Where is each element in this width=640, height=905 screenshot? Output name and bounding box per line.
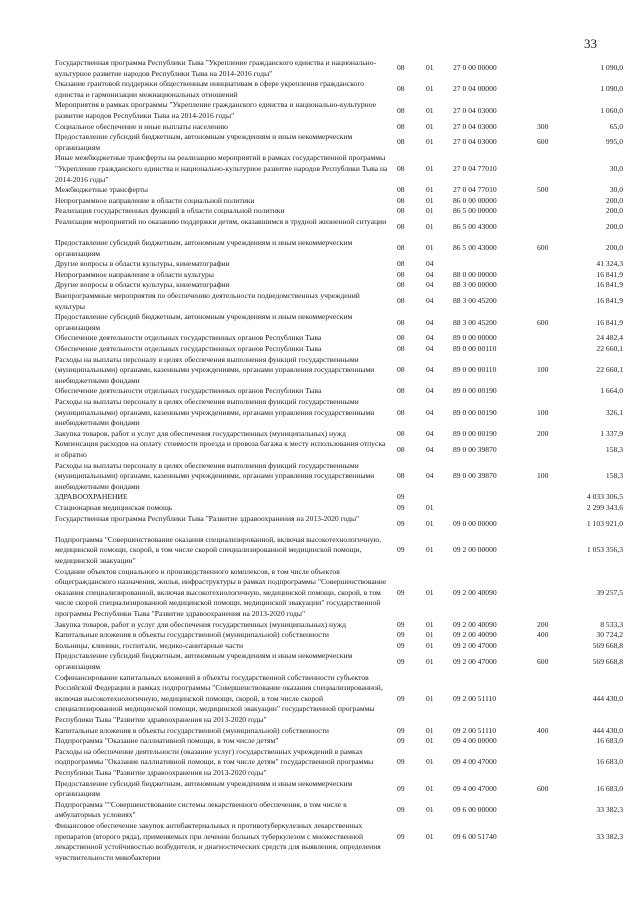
row-amount: 24 482,4 xyxy=(596,333,623,343)
row-expense-type: 100 xyxy=(537,407,549,417)
row-amount: 22 660,1 xyxy=(596,344,623,354)
row-amount: 16 841,9 xyxy=(596,296,623,306)
row-section: 09 xyxy=(397,619,405,629)
row-subsection: 01 xyxy=(426,84,434,94)
row-target-article: 89 0 00 00110 xyxy=(453,365,497,375)
row-section: 09 xyxy=(397,831,405,841)
row-name: Обеспечение деятельности отдельных государственных органов Республики Тыва xyxy=(55,386,322,396)
row-target-article: 09 2 00 51110 xyxy=(453,725,497,735)
row-amount: 569 668,8 xyxy=(592,640,623,650)
row-name: Государственная программа Республики Тыва "Развитие здравоохранения на 2013-2020 годы" xyxy=(55,513,360,523)
table-row xyxy=(55,291,623,312)
row-subsection: 01 xyxy=(426,630,434,640)
row-subsection: 01 xyxy=(426,545,434,555)
table-row xyxy=(55,270,623,281)
row-amount: 1 060,0 xyxy=(600,105,623,115)
row-target-article: 89 0 00 00190 xyxy=(453,407,497,417)
row-name: Предоставление субсидий бюджетным, автономным учреждениям и иным некоммерческим организациям xyxy=(55,132,353,152)
table-row xyxy=(55,344,623,355)
row-target-article: 27 0 04 00000 xyxy=(453,84,497,94)
table-row xyxy=(55,651,623,672)
row-name: Внепрограммные мероприятия по обеспечению деятельности подведомственных учреждений культуры xyxy=(55,291,360,311)
row-name: Другие вопросы в области культуры, кинематографии xyxy=(55,280,230,290)
row-section: 09 xyxy=(397,640,405,650)
row-subsection: 04 xyxy=(426,317,434,327)
row-expense-type: 200 xyxy=(537,619,549,629)
row-subsection: 04 xyxy=(426,296,434,306)
table-row xyxy=(55,217,623,238)
row-subsection: 01 xyxy=(426,831,434,841)
row-subsection: 04 xyxy=(426,407,434,417)
row-target-article: 09 2 00 40090 xyxy=(453,587,497,597)
row-section: 08 xyxy=(397,344,405,354)
row-amount: 200,0 xyxy=(605,206,623,216)
row-name: Непрограммное направление в области культуры xyxy=(55,269,214,279)
row-amount: 200,0 xyxy=(605,222,623,232)
row-expense-type: 600 xyxy=(537,656,549,666)
row-subsection: 01 xyxy=(426,783,434,793)
row-name: Государственная программа Республики Тыва "Укрепление гражданского единства и национально-культурное развитие народов Республики Тыва на 2014-2016 годы" xyxy=(55,58,377,78)
table-row xyxy=(55,206,623,217)
row-amount: 569 668,8 xyxy=(592,656,623,666)
row-name: Компенсация расходов на оплату стоимости проезда и провоза багажа к месту использования отпуска и обратно xyxy=(55,439,386,460)
row-target-article: 89 0 00 00110 xyxy=(453,344,497,354)
row-name: Софинансирование капитальных вложений в объекты государственной собственности субъектов Российской Федерации в рамках подпрограммы "Совершенствование оказания специализированной, включая высокотехнологичную, медицинской помощи, скорой, в том числе скорой специализированной медицинской помощи, медицинской эвакуации" государственной программы Республики Тыва "Развитие здравоохранения на 2013-2020 годы" xyxy=(55,672,383,724)
table-row xyxy=(55,312,623,333)
table-row xyxy=(55,79,623,100)
row-section: 08 xyxy=(397,365,405,375)
row-name: Подпрограмма "Оказание паллиативной помощи, в том числе детям" xyxy=(55,736,279,746)
row-section: 08 xyxy=(397,206,405,216)
row-target-article: 27 0 04 77010 xyxy=(453,185,497,195)
row-target-article: 86 5 00 43000 xyxy=(453,222,497,232)
row-section: 09 xyxy=(397,725,405,735)
row-target-article: 09 0 00 00000 xyxy=(453,518,497,528)
row-amount: 995,0 xyxy=(605,137,623,147)
row-section: 09 xyxy=(397,503,405,512)
row-section: 09 xyxy=(397,693,405,703)
row-subsection: 01 xyxy=(426,137,434,147)
row-name: Расходы на обеспечение деятельности (оказание услуг) государственных учреждений в рамках подпрограммы "Оказание паллиативной помощи, в том числе детям" государственной программы Республики Тыва "Развитие здравоохранения на 2013-2020 годы" xyxy=(55,746,374,777)
table-row xyxy=(55,238,623,259)
row-expense-type: 600 xyxy=(537,243,549,253)
row-amount: 30,0 xyxy=(609,185,623,195)
row-subsection: 04 xyxy=(426,444,434,454)
row-amount: 30,0 xyxy=(609,163,623,173)
row-amount: 30 724,2 xyxy=(596,630,623,640)
row-section: 08 xyxy=(397,386,405,396)
row-target-article: 89 0 00 00190 xyxy=(453,428,497,438)
row-expense-type: 600 xyxy=(537,137,549,147)
row-section: 08 xyxy=(397,195,405,205)
row-target-article: 09 2 00 40090 xyxy=(453,630,497,640)
row-section: 09 xyxy=(397,805,405,815)
row-amount: 1 090,0 xyxy=(600,84,623,94)
table-row xyxy=(55,153,623,185)
row-section: 09 xyxy=(397,545,405,555)
row-target-article: 09 2 00 47000 xyxy=(453,656,497,666)
row-name: Капитальные вложения в объекты государственной (муниципальной) собственности xyxy=(55,630,329,640)
row-section: 08 xyxy=(397,317,405,327)
row-subsection: 04 xyxy=(426,344,434,354)
row-name: Обеспечение деятельности отдельных государственных органов Республики Тыва xyxy=(55,333,322,343)
row-amount: 200,0 xyxy=(605,243,623,253)
row-section: 09 xyxy=(397,783,405,793)
row-amount: 1 103 921,0 xyxy=(586,518,623,528)
row-target-article: 27 0 04 03000 xyxy=(453,137,497,147)
row-subsection: 01 xyxy=(426,725,434,735)
table-row xyxy=(55,779,623,800)
row-target-article: 09 4 00 47000 xyxy=(453,783,497,793)
row-expense-type: 100 xyxy=(537,365,549,375)
row-target-article: 09 6 00 51740 xyxy=(453,831,497,841)
row-name: Социальное обеспечение и иные выплаты населению xyxy=(55,121,228,131)
row-name: Стационарная медицинская помощь xyxy=(55,503,173,512)
row-subsection: 01 xyxy=(426,195,434,205)
row-amount: 158,3 xyxy=(605,444,623,454)
row-subsection: 04 xyxy=(426,471,434,481)
row-amount: 8 533,3 xyxy=(600,619,623,629)
row-subsection: 01 xyxy=(426,757,434,767)
row-target-article: 86 5 00 43000 xyxy=(453,243,497,253)
row-name: Расходы на выплаты персоналу в целях обеспечения выполнения функций государственными (муниципальными) органами, казенными учреждениями, органами управления государственными внебюджетными фондами xyxy=(55,460,375,491)
table-row xyxy=(55,820,623,862)
row-section: 08 xyxy=(397,428,405,438)
row-target-article: 27 0 04 77010 xyxy=(453,163,497,173)
row-subsection: 01 xyxy=(426,587,434,597)
row-section: 08 xyxy=(397,269,405,279)
row-section: 08 xyxy=(397,444,405,454)
table-row xyxy=(55,58,623,79)
row-section: 08 xyxy=(397,333,405,343)
row-subsection: 01 xyxy=(426,63,434,73)
table-row xyxy=(55,100,623,121)
row-subsection: 01 xyxy=(426,121,434,131)
row-expense-type: 600 xyxy=(537,317,549,327)
row-expense-type: 600 xyxy=(537,783,549,793)
row-amount: 33 382,3 xyxy=(596,805,623,815)
row-name: Больницы, клиники, госпитали, медико-санитарные части xyxy=(55,640,244,650)
row-name: Закупка товаров, работ и услуг для обеспечения государственных (муниципальных) нужд xyxy=(55,619,346,629)
row-target-article: 86 0 00 00000 xyxy=(453,195,497,205)
row-name: Создание объектов социального и производственного комплексов, в том числе объектов общегражданского назначения, жилья, инфраструктуры в рамках подпрограммы "Совершенствование оказания специализированной, включая высокотехнологичную, медицинской помощи, скорой, в том числе скорой специализированной медицинской помощи, медицинской эвакуации" государственной программы Республики Тыва "Развитие здравоохранения на 2013-2020 годы" xyxy=(55,566,387,618)
row-amount: 41 324,3 xyxy=(596,259,623,269)
row-subsection: 04 xyxy=(426,333,434,343)
table-row xyxy=(55,620,623,631)
row-amount: 16 841,9 xyxy=(596,269,623,279)
row-section: 08 xyxy=(397,471,405,481)
table-row xyxy=(55,736,623,747)
row-amount: 16 841,9 xyxy=(596,280,623,290)
row-subsection: 04 xyxy=(426,259,434,269)
row-target-article: 09 4 00 00000 xyxy=(453,736,497,746)
row-name: Мероприятия в рамках программы "Укрепление гражданского единства и национально-культурное развитие народов Республики Тыва на 2014-2016 годы" xyxy=(55,100,376,120)
row-section: 08 xyxy=(397,407,405,417)
row-expense-type: 100 xyxy=(537,471,549,481)
row-amount: 444 430,0 xyxy=(592,725,623,735)
row-subsection: 01 xyxy=(426,640,434,650)
table-row xyxy=(55,429,623,440)
row-name: Другие вопросы в области культуры, кинематографии xyxy=(55,259,230,269)
row-amount: 1 337,9 xyxy=(600,428,623,438)
row-amount: 326,1 xyxy=(605,407,623,417)
row-subsection: 01 xyxy=(426,163,434,173)
table-row xyxy=(55,386,623,397)
row-target-article: 09 6 00 00000 xyxy=(453,805,497,815)
row-name: Предоставление субсидий бюджетным, автономным учреждениям и иным некоммерческим организациям xyxy=(55,238,353,258)
row-subsection: 01 xyxy=(426,736,434,746)
row-amount: 16 841,9 xyxy=(596,317,623,327)
row-expense-type: 300 xyxy=(537,121,549,131)
table-row xyxy=(55,132,623,153)
row-name: Межбюджетные трансферты xyxy=(55,185,148,195)
row-target-article: 09 2 00 00000 xyxy=(453,545,497,555)
row-subsection: 04 xyxy=(426,386,434,396)
row-target-article: 89 0 00 39870 xyxy=(453,471,497,481)
row-section: 08 xyxy=(397,121,405,131)
row-section: 08 xyxy=(397,105,405,115)
table-row xyxy=(55,747,623,779)
row-name: Подпрограмма ""Совершенствование системы лекарственного обеспечения, в том числе в амбулаторных условиях" xyxy=(55,799,347,820)
table-row xyxy=(55,800,623,821)
row-name: Иные межбюджетные трансферты на реализацию мероприятий в рамках государственной программы "Укрепление гражданского единства и национально-культурное развитие народов Республики Тыва на 2014-2016 годы" xyxy=(55,153,388,184)
table-row xyxy=(55,673,623,726)
row-target-article: 88 3 00 45200 xyxy=(453,317,497,327)
row-subsection: 01 xyxy=(426,503,434,512)
row-amount: 33 382,3 xyxy=(596,831,623,841)
row-section: 08 xyxy=(397,222,405,232)
row-target-article: 88 0 00 00000 xyxy=(453,269,497,279)
row-name: Расходы на выплаты персоналу в целях обеспечения выполнения функций государственными (муниципальными) органами, казенными учреждениями, органами управления государственными внебюджетными фондами xyxy=(55,354,375,385)
table-row xyxy=(55,185,623,196)
row-section: 09 xyxy=(397,757,405,767)
row-name: Финансовое обеспечение закупок антибактериальных и противотуберкулезных лекарственных препаратов (второго ряда), применяемых при лечении больных туберкулезом с множественной лекарственной устойчивостью возбудителя, и диагностических средств для выявления, определения чувствительности микобактерии xyxy=(55,820,381,862)
row-subsection: 01 xyxy=(426,518,434,528)
row-section: 08 xyxy=(397,63,405,73)
row-amount: 1 053 356,3 xyxy=(586,545,623,555)
row-subsection: 01 xyxy=(426,105,434,115)
row-amount: 200,0 xyxy=(605,195,623,205)
table-row xyxy=(55,333,623,344)
table-row xyxy=(55,514,623,535)
row-section: 09 xyxy=(397,518,405,528)
row-subsection: 01 xyxy=(426,185,434,195)
row-name: Подпрограмма "Совершенствование оказания специализированной, включая высокотехнологичную, медицинской помощи, скорой, в том числе скорой специализированной медицинской помощи, медицинской эвакуации" xyxy=(55,534,382,565)
row-name: Расходы на выплаты персоналу в целях обеспечения выполнения функций государственными (муниципальными) органами, казенными учреждениями, органами управления государственными внебюджетными фондами xyxy=(55,397,375,428)
row-target-article: 88 3 00 45200 xyxy=(453,296,497,306)
row-amount: 65,0 xyxy=(609,121,623,131)
budget-table xyxy=(55,58,623,862)
row-amount: 39 257,5 xyxy=(596,587,623,597)
row-name: Капитальные вложения в объекты государственной (муниципальной) собственности xyxy=(55,725,329,735)
row-amount: 16 683,0 xyxy=(596,757,623,767)
row-section: 09 xyxy=(397,656,405,666)
row-subsection: 04 xyxy=(426,428,434,438)
row-section: 08 xyxy=(397,137,405,147)
row-amount: 4 033 306,5 xyxy=(586,492,623,502)
row-name: Закупка товаров, работ и услуг для обеспечения государственных (муниципальных) нужд xyxy=(55,428,346,438)
row-subsection: 01 xyxy=(426,243,434,253)
table-row xyxy=(55,122,623,133)
row-section: 09 xyxy=(397,630,405,640)
table-row xyxy=(55,567,623,620)
row-target-article: 27 0 00 00000 xyxy=(453,63,497,73)
table-row xyxy=(55,355,623,387)
row-amount: 16 683,0 xyxy=(596,783,623,793)
row-name: ЗДРАВООХРАНЕНИЕ xyxy=(55,492,128,502)
row-target-article: 89 0 00 39870 xyxy=(453,444,497,454)
row-subsection: 04 xyxy=(426,365,434,375)
row-section: 08 xyxy=(397,243,405,253)
table-row xyxy=(55,503,623,514)
row-expense-type: 400 xyxy=(537,630,549,640)
row-section: 09 xyxy=(397,492,405,502)
row-name: Предоставление субсидий бюджетным, автономным учреждениям и иным некоммерческим организациям xyxy=(55,651,353,671)
row-target-article: 09 2 00 51110 xyxy=(453,693,497,703)
row-section: 08 xyxy=(397,280,405,290)
row-section: 09 xyxy=(397,587,405,597)
table-row xyxy=(55,641,623,652)
row-section: 08 xyxy=(397,163,405,173)
row-section: 09 xyxy=(397,736,405,746)
row-amount: 1 090,0 xyxy=(600,63,623,73)
row-subsection: 01 xyxy=(426,693,434,703)
row-target-article: 89 0 00 00190 xyxy=(453,386,497,396)
row-section: 08 xyxy=(397,259,405,269)
row-target-article: 09 2 00 47000 xyxy=(453,640,497,650)
row-amount: 2 299 343,6 xyxy=(586,503,623,512)
row-name: Реализация мероприятий по оказанию поддержки детям, оказавшимся в трудной жизненной ситуации xyxy=(55,216,387,226)
row-name: Реализация государственных функций в области социальной политики xyxy=(55,206,285,216)
row-name: Предоставление субсидий бюджетным, автономным учреждениям и иным некоммерческим организациям xyxy=(55,778,353,799)
table-row xyxy=(55,535,623,567)
table-row xyxy=(55,726,623,737)
table-row xyxy=(55,439,623,460)
row-subsection: 01 xyxy=(426,206,434,216)
row-amount: 1 664,0 xyxy=(600,386,623,396)
row-subsection: 04 xyxy=(426,269,434,279)
table-row xyxy=(55,280,623,291)
row-expense-type: 500 xyxy=(537,185,549,195)
table-row xyxy=(55,397,623,429)
row-section: 08 xyxy=(397,185,405,195)
row-name: Обеспечение деятельности отдельных государственных органов Республики Тыва xyxy=(55,344,322,354)
row-target-article: 27 0 04 03000 xyxy=(453,105,497,115)
row-amount: 158,3 xyxy=(605,471,623,481)
row-subsection: 01 xyxy=(426,619,434,629)
row-target-article: 09 4 00 47000 xyxy=(453,757,497,767)
table-row xyxy=(55,259,623,270)
table-row xyxy=(55,461,623,493)
row-subsection: 01 xyxy=(426,805,434,815)
row-expense-type: 200 xyxy=(537,428,549,438)
row-target-article: 27 0 04 03000 xyxy=(453,121,497,131)
row-section: 08 xyxy=(397,84,405,94)
row-amount: 22 660,1 xyxy=(596,365,623,375)
row-name: Предоставление субсидий бюджетным, автономным учреждениям и иным некоммерческим организациям xyxy=(55,312,353,332)
table-row xyxy=(55,196,623,207)
row-name: Оказание грантовой поддержки общественным инициативам в сфере укрепления гражданского единства и гармонизации межнациональных отношений xyxy=(55,79,365,99)
row-section: 08 xyxy=(397,296,405,306)
row-amount: 16 683,0 xyxy=(596,736,623,746)
row-expense-type: 400 xyxy=(537,725,549,735)
row-amount: 444 430,0 xyxy=(592,693,623,703)
row-target-article: 88 3 00 00000 xyxy=(453,280,497,290)
page-number: 33 xyxy=(584,36,597,51)
row-target-article: 89 0 00 00000 xyxy=(453,333,497,343)
row-subsection: 01 xyxy=(426,656,434,666)
table-row xyxy=(55,492,623,503)
row-name: Непрограммное направление в области социальной политики xyxy=(55,195,255,205)
row-target-article: 86 5 00 00000 xyxy=(453,206,497,216)
row-subsection: 01 xyxy=(426,222,434,232)
row-subsection: 04 xyxy=(426,280,434,290)
row-target-article: 09 2 00 40090 xyxy=(453,619,497,629)
table-row xyxy=(55,630,623,641)
